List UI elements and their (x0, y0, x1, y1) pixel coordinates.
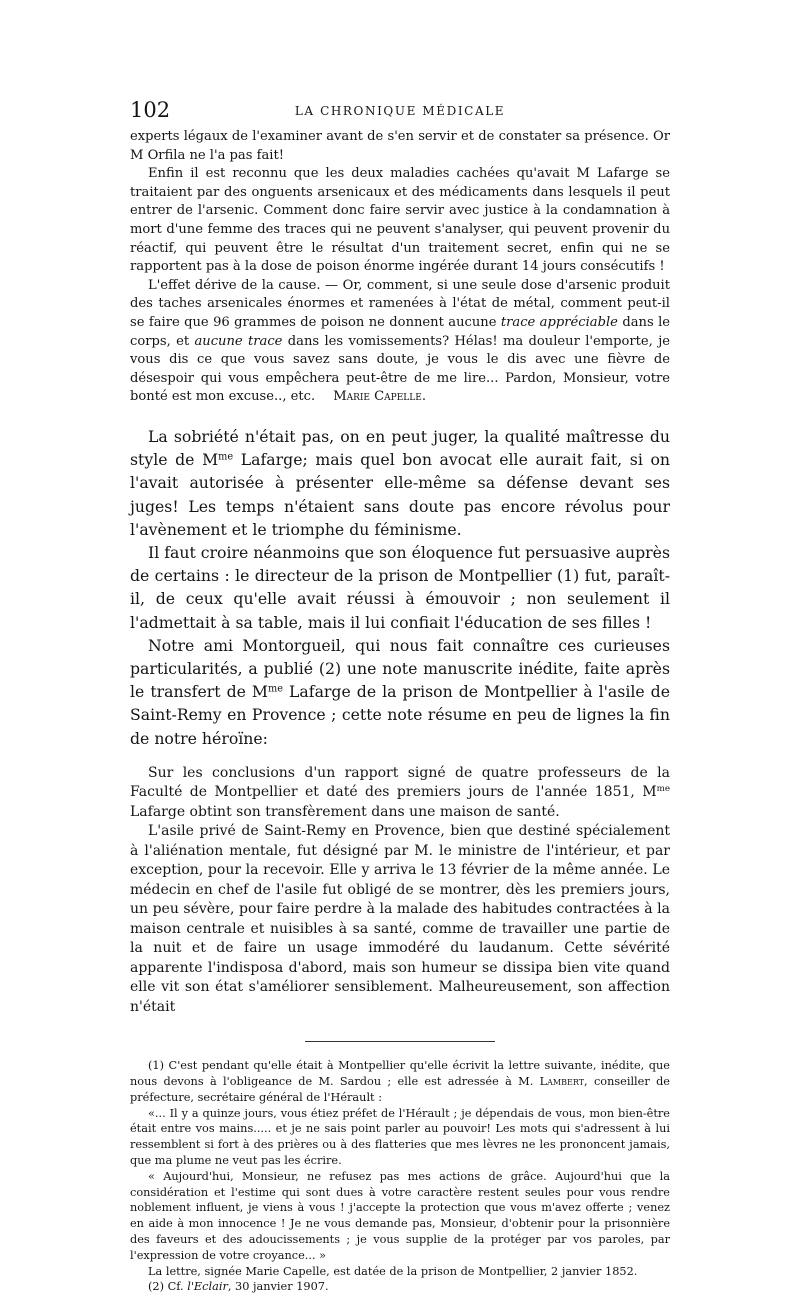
page (130, 100, 670, 1295)
body-paragraph-3: Notre ami Montorgueil, qui nous fait connaître ces curieuses particularités, a publié (2) une note manuscrite inédite, faite après le transfert de $M^{me}$ Lafarge de la prison de Montpellier à l'asile de Saint-Remy en Provence ; cette note résume en peu de lignes la fin de notre héroïne: (130, 635, 670, 748)
body-text (130, 425, 670, 750)
emphasis-aucune-trace: aucune trace (194, 333, 283, 349)
letter-paragraph-3: L'effet dérive de la cause. — Or, comment, si une seule dose d'arsenic produit des taches arsenicales énormes et ramenées à l'état de métal, comment peut-il se faire que 96 grammes de poison ne donnent aucune trace appréciable dans le corps, et aucune trace dans les vomissements? Hélas! ma douleur l'emporte, je vous dis ce que vous savez sans doute, je vous le dis avec une fièvre de désespoir qui vous empêchera peut-être de me lire... Pardon, Monsieur, votre bonté est mon excuse.., etc. Marie Capelle. (130, 277, 671, 405)
quote-paragraph-2: L'asile privé de Saint-Remy en Provence, bien que destiné spécialement à l'aliénation mentale, fut désigné par M. le ministre de l'intérieur, et par exception, pour la recevoir. Elle y arriva le 13 février de la même année. Le médecin en chef de l'asile fut obligé de se montrer, dès les premiers jours, un peu sévère, pour faire perdre à la malade des habitudes contractées à la maison centrale et nuisibles à sa santé, comme de travailler une partie de la nuit et de faire un usage immodéré du laudanum. Cette sévérité apparente l'indisposa d'abord, mais son humeur se dissipa bien vite quand elle vit son état s'améliorer sensiblement. Malheureusement, son affection n'était (130, 823, 670, 1015)
emphasis-trace-appreciable: trace appréciable (500, 314, 618, 330)
footnote-1-letter-paragraph-1: «... Il y a quinze jours, vous étiez préfet de l'Hérault ; je dépendais de vous, mon bien-être était entre vos mains..... et je ne sais point parler au pouvoir! Les mots qui s'adressent à lui ressemblent si fort à des prières ou à des flatteries que mes lèvres ne les prononcent jamais, que ma plume ne veut pas les écrire. (130, 1106, 670, 1168)
letter-continuation (130, 128, 670, 407)
letter-signature: Marie Capelle. (333, 389, 426, 405)
footnote-1-letter-paragraph-2: « Aujourd'hui, Monsieur, ne refusez pas mes actions de grâce. Aujourd'hui que la considération et l'estime qui sont dues à votre caractère restent seules pour vous rendre noblement influent, je viens à vous ! j'accepte la protection que vous m'avez offerte ; venez en aide à mon innocence ! Je ne vous demande pas, Monsieur, d'obtenir pour la prisonnière des faveurs et des adoucissements ; je vous supplie de la protéger par vos paroles, par l'expression de votre croyance... » (130, 1169, 670, 1262)
quoted-note (130, 764, 670, 1018)
page-number: 102 (130, 98, 171, 122)
footnote-1: (1) C'est pendant qu'elle était à Montpellier qu'elle écrivit la lettre suivante, inédite, que nous devons à l'obligeance de M. Sardou ; elle est adressée à M. Lambert, conseiller de préfecture, secrétaire général de l'Hérault : (130, 1059, 670, 1104)
footnote-1-date-note: La lettre, signée Marie Capelle, est datée de la prison de Montpellier, 2 janvier 1852. (148, 1264, 638, 1278)
running-title: LA CHRONIQUE MÉDICALE (294, 104, 506, 118)
body-paragraph-2: Il faut croire néanmoins que son éloquence fut persuasive auprès de certains : le directeur de la prison de Montpellier (1) fut, paraît-il, de ceux qu'elle avait réussi à émouvoir ; non seulement il l'admettait à sa table, mais il lui confiait l'éducation de ses filles ! (130, 542, 670, 632)
footnotes (130, 1058, 670, 1295)
letter-paragraph-1: experts légaux de l'examiner avant de s'en servir et de constater sa présence. Or M Orfila ne l'a pas fait! (130, 129, 670, 163)
footnote-divider (305, 1041, 495, 1042)
body-paragraph-1: La sobriété n'était pas, on en peut juger, la qualité maîtresse du style de $M^{me}$ Lafarge; mais quel bon avocat elle aurait fait, si on l'avait autorisée à présenter elle-même sa défense devant ses juges! Les temps n'étaient sans doute pas encore révolus pour l'avènement et le triomphe du féminisme. (130, 426, 671, 539)
footnote-2: (2) Cf. l'Eclair, 30 janvier 1907. (148, 1280, 329, 1294)
letter-paragraph-2: Enfin il est reconnu que les deux maladies cachées qu'avait M Lafarge se traitaient par des onguents arsenicaux et des médicaments dans lesquels il peut entrer de l'arsenic. Comment donc faire servir avec justice à la condamnation à mort d'une femme des traces qui ne peuvent s'analyser, qui peuvent provenir du réactif, qui peuvent être le résultat d'un traitement secret, enfin qui ne se rapportent pas à la dose de poison énorme ingérée durant 14 jours consécutifs ! (130, 166, 670, 275)
page-header (130, 100, 670, 128)
quote-paragraph-1: Sur les conclusions d'un rapport signé de quatre professeurs de la Faculté de Montpellier et daté des premiers jours de l'année 1851, $M^{me}$ Lafarge obtint son transfèrement dans une maison de santé. (130, 764, 670, 820)
